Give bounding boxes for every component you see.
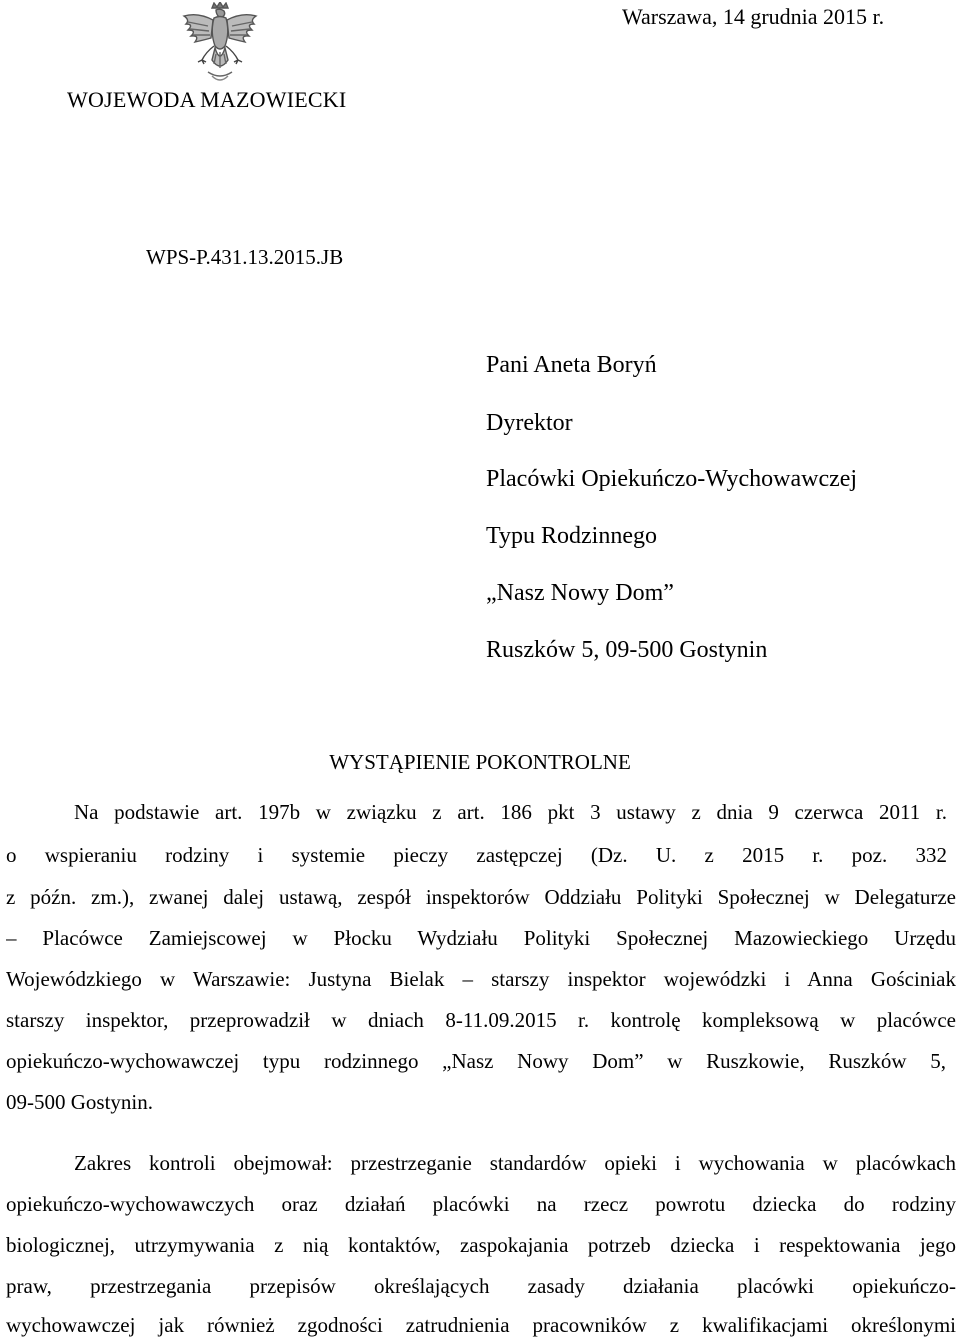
recipient-institution: Placówki Opiekuńczo-Wychowawczej — [486, 466, 858, 492]
recipient-title: Dyrektor — [486, 410, 573, 436]
paragraph1-line: starszy inspektor, przeprowadził w dniach 8-11.09.2015 r. kontrolę kompleksową w placówce — [6, 1008, 956, 1032]
recipient-institution-type: Typu Rodzinnego — [486, 523, 657, 549]
paragraph1-line: – Placówce Zamiejscowej w Płocku Wydziału Polityki Społecznej Mazowieckiego Urzędu — [6, 926, 956, 950]
document-title: WYSTĄPIENIE POKONTROLNE — [329, 750, 631, 774]
polish-eagle-emblem-icon — [178, 2, 262, 88]
paragraph1-line: o wspieraniu rodziny i systemie pieczy zastępczej (Dz. U. z 2015 r. poz. 332 — [6, 843, 947, 867]
paragraph2-line: opiekuńczo-wychowawczych oraz działań placówki na rzecz powrotu dziecka do rodziny — [6, 1192, 956, 1216]
paragraph1-line: Wojewódzkiego w Warszawie: Justyna Bielak – starszy inspektor wojewódzki i Anna Gościniak — [6, 967, 956, 991]
recipient-name: Pani Aneta Boryń — [486, 352, 657, 378]
issuing-office: WOJEWODA MAZOWIECKI — [67, 87, 347, 112]
paragraph1-line: Na podstawie art. 197b w związku z art. 186 pkt 3 ustawy z dnia 9 czerwca 2011 r. — [74, 800, 947, 824]
paragraph2-line: Zakres kontroli obejmował: przestrzeganie standardów opieki i wychowania w placówkach — [74, 1151, 956, 1175]
paragraph1-line: z późn. zm.), zwanej dalej ustawą, zespół inspektorów Oddziału Polityki Społecznej w Delegaturze — [6, 885, 956, 909]
document-date: Warszawa, 14 grudnia 2015 r. — [622, 4, 885, 29]
paragraph2-line: wychowawczej jak również zgodności zatrudnienia pracowników z kwalifikacjami określonymi — [6, 1313, 956, 1337]
recipient-institution-name: „Nasz Nowy Dom” — [486, 580, 674, 606]
paragraph2-line: biologicznej, utrzymywania z nią kontaktów, zaspokajania potrzeb dziecka i respektowania jego — [6, 1233, 956, 1257]
paragraph2-line: praw, przestrzegania przepisów określających zasady działania placówki opiekuńczo- — [6, 1274, 956, 1298]
recipient-address: Ruszków 5, 09-500 Gostynin — [486, 637, 768, 663]
reference-number: WPS-P.431.13.2015.JB — [146, 245, 344, 269]
paragraph1-line: 09-500 Gostynin. — [6, 1090, 153, 1114]
paragraph1-line: opiekuńczo-wychowawczej typu rodzinnego „Nasz Nowy Dom” w Ruszkowie, Ruszków 5, — [6, 1049, 946, 1073]
